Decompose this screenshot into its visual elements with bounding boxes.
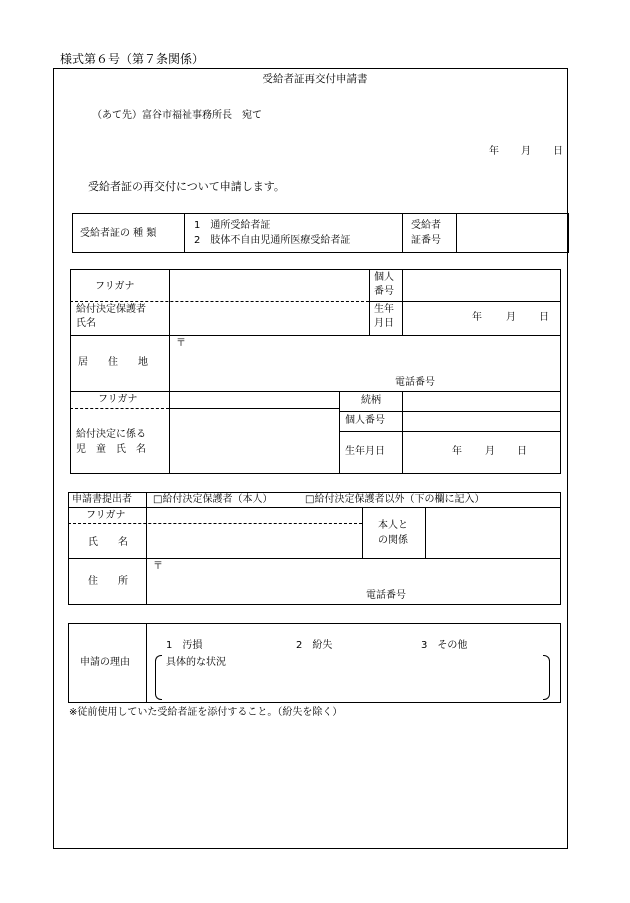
reason-detail-label: 具体的な状況 (166, 657, 226, 668)
child-name-label-1: 給付決定に係る (76, 429, 146, 440)
guardian-furigana-label: フリガナ (95, 281, 135, 292)
date-month: 月 (521, 146, 531, 157)
guardian-individual-no-field[interactable] (403, 270, 560, 300)
guardian-address-label: 居 住 地 (78, 357, 148, 368)
date-year: 年 (489, 146, 499, 157)
cert-type-option-2[interactable]: 2 肢体不自由児通所医療受給者証 (194, 235, 351, 246)
submitter-relation-label-2: の関係 (378, 535, 408, 546)
child-name-field[interactable] (170, 409, 338, 473)
guardian-birth-label-2: 月日 (374, 318, 394, 329)
submitter-option-other[interactable]: □給付決定保護者以外（下の欄に記入） (305, 494, 485, 505)
submitter-postal-mark: 〒 (153, 561, 163, 572)
child-name-label-2: 児 童 氏 名 (76, 444, 146, 455)
child-relation-label: 続柄 (361, 395, 381, 406)
submitter-address-field[interactable] (147, 559, 560, 589)
intro-text: 受給者証の再交付について申請します。 (88, 180, 285, 193)
submitter-furigana-label: フリガナ (86, 510, 126, 521)
date-day: 日 (553, 146, 563, 157)
reason-option-other[interactable]: 3 その他 (421, 640, 468, 651)
guardian-individual-no-label-2: 番号 (374, 286, 394, 297)
child-individual-no-label: 個人番号 (345, 415, 385, 426)
submitter-name-field[interactable] (147, 524, 361, 557)
form-number: 様式第６号（第７条関係） (60, 52, 205, 66)
child-relation-field[interactable] (403, 392, 560, 410)
attachment-note: ※従前使用していた受給者証を添付すること。（紛失を除く） (69, 707, 343, 718)
guardian-furigana-field[interactable] (170, 270, 368, 300)
cert-number-label-1: 受給者 (411, 220, 441, 231)
submitter-label: 申請書提出者 (72, 494, 132, 505)
child-birth-year: 年 (452, 446, 462, 457)
child-furigana-field[interactable] (170, 392, 338, 407)
guardian-birth-day: 日 (539, 312, 549, 323)
submitter-option-self[interactable]: □給付決定保護者（本人） (153, 494, 273, 505)
guardian-birth-month: 月 (506, 312, 516, 323)
detail-bracket-left (155, 655, 162, 700)
reason-detail-field[interactable] (163, 670, 541, 696)
cert-number-field[interactable] (457, 214, 567, 252)
guardian-postal-mark: 〒 (176, 338, 186, 349)
child-furigana-label: フリガナ (98, 394, 138, 405)
guardian-individual-no-label-1: 個人 (374, 272, 394, 283)
submitter-name-label: 氏 名 (88, 537, 128, 548)
detail-bracket-right (543, 655, 550, 700)
submitter-furigana-field[interactable] (147, 508, 361, 522)
guardian-birth-label-1: 生年 (374, 304, 394, 315)
guardian-birth-year: 年 (472, 312, 482, 323)
cert-type-option-1[interactable]: 1 通所受給者証 (194, 220, 271, 231)
submitter-phone-label: 電話番号 (366, 590, 406, 601)
cert-number-label-2: 証番号 (411, 235, 441, 246)
guardian-address-field[interactable] (170, 336, 560, 376)
guardian-name-label-1: 給付決定保護者 (76, 304, 146, 315)
reason-option-soiled[interactable]: 1 汚損 (166, 640, 203, 651)
child-birth-day: 日 (517, 446, 527, 457)
reason-option-lost[interactable]: 2 紛失 (296, 640, 333, 651)
submitter-relation-label-1: 本人と (378, 520, 408, 531)
guardian-name-field[interactable] (170, 302, 368, 334)
form-title: 受給者証再交付申請書 (262, 73, 368, 85)
submitter-relation-field[interactable] (426, 508, 560, 557)
cert-type-label: 受給者証の 種 類 (80, 228, 157, 239)
guardian-phone-label: 電話番号 (395, 377, 435, 388)
child-individual-no-field[interactable] (403, 412, 560, 430)
addressee: （あて先）富谷市福祉事務所長 宛て (92, 110, 262, 121)
child-birth-label: 生年月日 (345, 446, 385, 457)
child-birth-month: 月 (485, 446, 495, 457)
reason-label: 申請の理由 (80, 657, 130, 668)
guardian-name-label-2: 氏名 (76, 318, 96, 329)
submitter-address-label: 住 所 (88, 576, 128, 587)
